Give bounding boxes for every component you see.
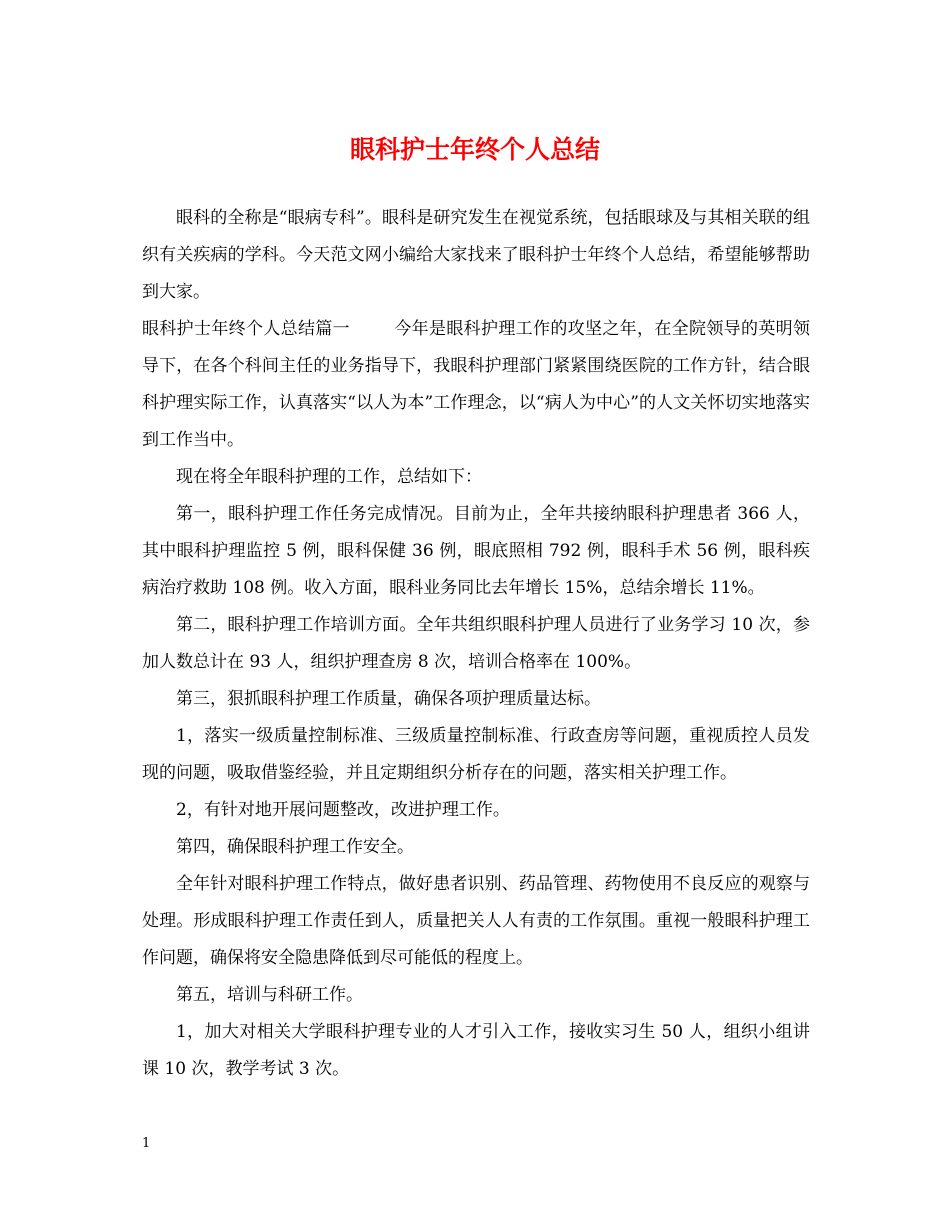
body-paragraph: 第二，眼科护理工作培训方面。全年共组织眼科护理人员进行了业务学习 10 次，参加人数总计在 93 人，组织护理查房 8 次，培训合格率在 100%。 [142, 615, 810, 672]
body-paragraph: 1，加大对相关大学眼科护理专业的人才引入工作，接收实习生 50 人，组织小组讲课 10 次，教学考试 3 次。 [142, 1022, 810, 1079]
body-paragraph: 第四，确保眼科护理工作安全。 [176, 837, 414, 857]
section-first-paragraph: 今年是眼科护理工作的攻坚之年，在全院领导的英明领导下，在各个科间主任的业务指导下，我眼科护理部门紧紧围绕医院的工作方针，结合眼科护理实际工作，认真落实“以人为本”工作理念，以“病人为中心”的人文关怀切实地落实到工作当中。 [142, 319, 810, 450]
body-paragraph: 2，有针对地开展问题整改，改进护理工作。 [176, 800, 510, 820]
body-paragraph: 第五，培训与科研工作。 [176, 985, 363, 1005]
body-paragraph: 1，落实一级质量控制标准、三级质量控制标准、行政查房等问题，重视质控人员发现的问题，吸取借鉴经验，并且定期组织分析存在的问题，落实相关护理工作。 [142, 726, 810, 783]
body-paragraph: 第三，狠抓眼科护理工作质量，确保各项护理质量达标。 [176, 689, 601, 709]
body-paragraph: 全年针对眼科护理工作特点，做好患者识别、药品管理、药物使用不良反应的观察与处理。形成眼科护理工作责任到人，质量把关人人有责的工作氛围。重视一般眼科护理工作问题，确保将安全隐患降低到尽可能低的程度上。 [142, 874, 810, 968]
intro-paragraph: 眼科的全称是“眼病专科”。眼科是研究发生在视觉系统，包括眼球及与其相关联的组织有关疾病的学科。今天范文网小编给大家找来了眼科护士年终个人总结，希望能够帮助到大家。 [142, 208, 810, 302]
body-paragraph: 第一，眼科护理工作任务完成情况。目前为止，全年共接纳眼科护理患者 366 人，其中眼科护理监控 5 例，眼科保健 36 例，眼底照相 792 例，眼科手术 56 例，眼科疾病治疗救助 108 例。收入方面，眼科业务同比去年增长 15%，总结余增长 11%。 [142, 504, 810, 598]
document-body [142, 200, 810, 1088]
document-title: 眼科护士年终个人总结 [349, 135, 600, 164]
section-heading-paragraph [142, 311, 810, 459]
page-number: 1 [142, 1136, 151, 1151]
section-heading: 眼科护士年终个人总结篇一 [142, 319, 350, 339]
body-paragraph: 现在将全年眼科护理的工作，总结如下： [176, 467, 482, 487]
